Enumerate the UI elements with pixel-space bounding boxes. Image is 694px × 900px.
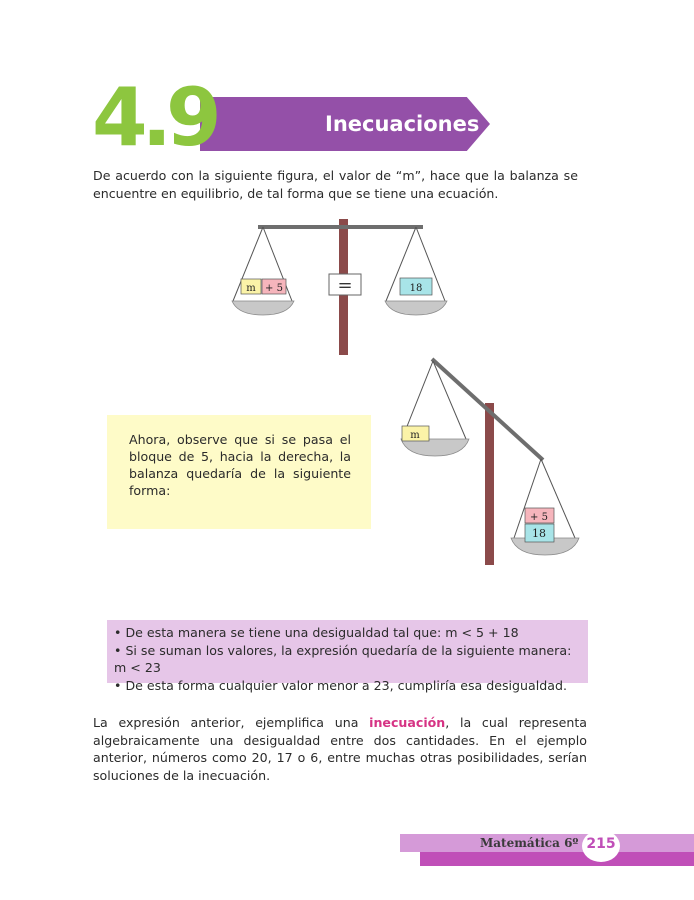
page-title: Inecuaciones — [325, 112, 480, 136]
right-pan — [385, 301, 447, 315]
bullet-item: • De esta forma cualquier valor menor a 23, cumpliría esa desigualdad. — [114, 677, 584, 695]
block-plus5-label: + 5 — [265, 283, 283, 294]
intro-paragraph: De acuerdo con la siguiente figura, el valor de “m”, hace que la balanza se encuentre en equilibrio, de tal forma que se tiene una ecuación. — [93, 168, 578, 201]
bullet-item: • Si se suman los valores, la expresión quedaría de la siguiente manera: m < 23 — [114, 642, 584, 677]
balanced-scale-figure — [228, 215, 453, 360]
block-plus5-label: + 5 — [530, 512, 548, 523]
block-18-label: 18 — [532, 527, 546, 540]
conclusion-text-after: , la cual representa algebraicamente una desigualdad entre dos cantidades. En el ejemplo anterior, números como 20, 17 o 6, entre muchas otras posibilidades, serían soluciones de la inecuación. — [93, 715, 587, 783]
footer-subject: Matemática 6º — [480, 836, 579, 850]
section-number: 4.9 — [92, 71, 216, 164]
bullet-item: • De esta manera se tiene una desigualdad tal que: m < 5 + 18 — [114, 624, 584, 642]
equals-sign: = — [337, 275, 353, 296]
highlighted-term: inecuación — [369, 715, 446, 730]
left-pan — [401, 439, 469, 456]
conclusion-paragraph — [93, 714, 587, 784]
block-18-label: 18 — [409, 283, 423, 294]
block-m-label: m — [410, 430, 420, 441]
footer-bar-dark — [420, 852, 694, 866]
left-pan — [232, 301, 294, 315]
block-m-label: m — [246, 283, 256, 294]
bullet-list — [114, 624, 584, 694]
conclusion-text-before: La expresión anterior, ejemplifica una — [93, 715, 370, 730]
page-number: 215 — [586, 836, 616, 852]
tilted-scale-figure — [393, 355, 585, 570]
scale-post — [485, 403, 494, 565]
yellow-note-text: Ahora, observe que si se pasa el bloque de 5, hacia la derecha, la balanza quedaría de la siguiente forma: — [129, 432, 351, 498]
scale-beam — [258, 225, 423, 229]
